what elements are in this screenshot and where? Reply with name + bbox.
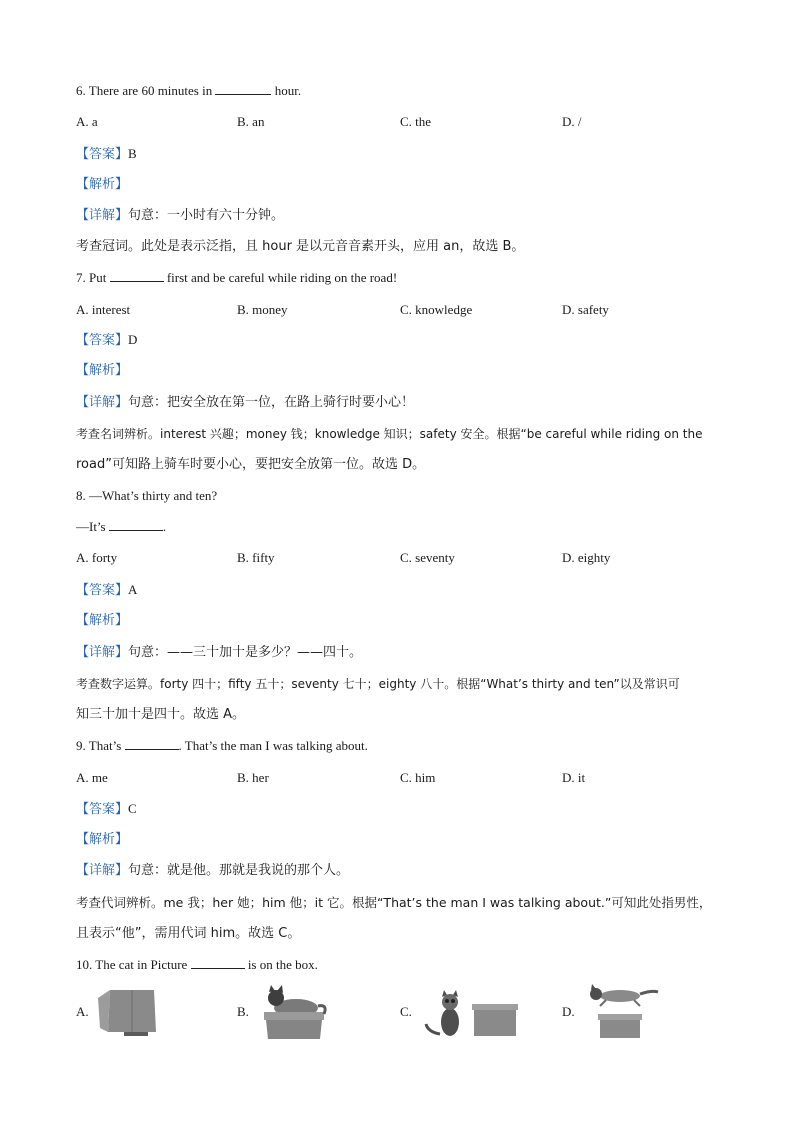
q7-detail-tag: 【详解】 <box>76 395 129 410</box>
q7-analysis-tag: 【解析】 <box>76 363 129 378</box>
q8-options <box>76 549 776 567</box>
q6-answer-value: B <box>128 146 137 161</box>
q6-detail-text: 句意：一小时有六十分钟。 <box>128 208 285 223</box>
q6-options <box>76 113 776 131</box>
q10-picture-a-cat-under-box <box>96 988 166 1038</box>
q6-option-d: D. / <box>562 114 582 129</box>
q9-option-d: D. it <box>562 770 586 785</box>
q8-analysis-tag: 【解析】 <box>76 613 129 628</box>
q8-option-b: B. fifty <box>237 550 275 565</box>
q7-stem-before: 7. Put <box>76 270 107 285</box>
q8-option-a: A. forty <box>76 550 118 565</box>
cat-next-to-box-cat-head <box>442 994 458 1010</box>
q10-picture-d-cat-over-box <box>582 984 662 1040</box>
q9-answer-value: C <box>128 801 137 816</box>
q10-option-a-label: A. <box>76 1004 89 1019</box>
q7-detail <box>76 394 414 412</box>
cat-next-to-box-cat-body <box>441 1008 459 1036</box>
q9-options <box>76 769 776 787</box>
q9-stem-after: . That’s the man I was talking about. <box>178 738 368 753</box>
q7-explanation-line-2: road”可知路上骑车时要小心，要把安全放第一位。故选 D。 <box>76 457 426 472</box>
q8-option-d: D. eighty <box>562 550 611 565</box>
q6-blank <box>215 82 271 95</box>
q8-stem-line-2 <box>76 518 166 536</box>
q9-answer <box>76 800 137 819</box>
q6-option-c: C. the <box>400 114 432 129</box>
q9-option-c: C. him <box>400 770 436 785</box>
q6-stem <box>76 82 301 100</box>
cat-over-box-box <box>600 1018 640 1038</box>
q10-stem-after: is on the box. <box>247 957 318 972</box>
q10-stem <box>76 956 318 974</box>
q7-option-c: C. knowledge <box>400 302 473 317</box>
q8-stem-before: —It’s <box>76 519 106 534</box>
q7-option-b: B. money <box>237 302 288 317</box>
q6-detail-tag: 【详解】 <box>76 208 129 223</box>
q6-answer <box>76 145 137 164</box>
q7-stem <box>76 269 397 287</box>
q6-explanation: 考查冠词。此处是表示泛指，且 hour 是以元音音素开头，应用 an，故选 B。 <box>76 239 525 254</box>
q9-detail-text: 句意：就是他。那就是我说的那个人。 <box>128 863 350 878</box>
q6-stem-before: 6. There are 60 minutes in <box>76 83 213 98</box>
q7-option-d: D. safety <box>562 302 609 317</box>
q7-answer-value: D <box>128 332 138 347</box>
q7-option-a: A. interest <box>76 302 131 317</box>
q9-stem <box>76 737 368 755</box>
q8-stem-after: . <box>162 519 167 534</box>
q9-stem-before: 9. That’s <box>76 738 122 753</box>
q9-analysis-tag: 【解析】 <box>76 832 129 847</box>
q6-stem-after: hour. <box>274 83 302 98</box>
q8-answer-tag: 【答案】 <box>76 583 129 598</box>
q6-answer-tag: 【答案】 <box>76 147 129 162</box>
q8-explanation-line-1: 考查数字运算。forty 四十；fifty 五十；seventy 七十；eighty 八十。根据“What’s thirty and ten”以及常识可 <box>76 677 680 691</box>
cat-next-to-box-box <box>474 1006 516 1036</box>
q7-options <box>76 301 776 319</box>
q10-option-b-label: B. <box>237 1004 249 1019</box>
q10-option-c-label: C. <box>400 1004 412 1019</box>
q8-answer-value: A <box>128 582 138 597</box>
q6-detail <box>76 207 284 225</box>
q9-detail <box>76 862 349 880</box>
q7-blank <box>110 269 164 282</box>
q7-explanation-line-1: 考查名词辨析。interest 兴趣；money 钱；knowledge 知识；safety 安全。根据“be careful while riding on the <box>76 427 703 441</box>
q9-answer-tag: 【答案】 <box>76 802 129 817</box>
q10-option-d-label: D. <box>562 1004 575 1019</box>
q10-picture-b-cat-in-box <box>258 984 330 1040</box>
q8-explanation-line-2: 知三十加十是四十。故选 A。 <box>76 707 246 722</box>
q8-detail-tag: 【详解】 <box>76 645 129 660</box>
q9-detail-tag: 【详解】 <box>76 863 129 878</box>
q9-explanation-line-1: 考查代词辨析。me 我；her 她；him 他；it 它。根据“That’s the man I was talking about.”可知此处指男性， <box>76 895 712 910</box>
q8-answer <box>76 581 137 600</box>
q8-blank <box>109 518 163 531</box>
q9-option-a: A. me <box>76 770 108 785</box>
q10-blank <box>191 956 245 969</box>
q9-explanation-line-2: 且表示“他”，需用代词 him。故选 C。 <box>76 926 301 941</box>
q9-option-b: B. her <box>237 770 269 785</box>
q7-answer-tag: 【答案】 <box>76 333 129 348</box>
q7-detail-text: 句意：把安全放在第一位，在路上骑行时要小心！ <box>128 395 415 410</box>
cat-in-box-box <box>266 1020 322 1039</box>
q10-picture-c-cat-next-to-box <box>420 988 520 1038</box>
q10-stem-before: 10. The cat in Picture <box>76 957 188 972</box>
q8-detail <box>76 644 362 662</box>
q6-option-b: B. an <box>237 114 265 129</box>
q6-analysis-tag: 【解析】 <box>76 177 129 192</box>
q9-blank <box>125 737 179 750</box>
q7-answer <box>76 331 137 350</box>
q8-detail-text: 句意：——三十加十是多少？——四十。 <box>128 645 363 660</box>
q6-option-a: A. a <box>76 114 98 129</box>
q8-option-c: C. seventy <box>400 550 455 565</box>
q8-stem-line-1: 8. —What’s thirty and ten? <box>76 488 218 503</box>
q7-stem-after: first and be careful while riding on the road! <box>166 270 398 285</box>
